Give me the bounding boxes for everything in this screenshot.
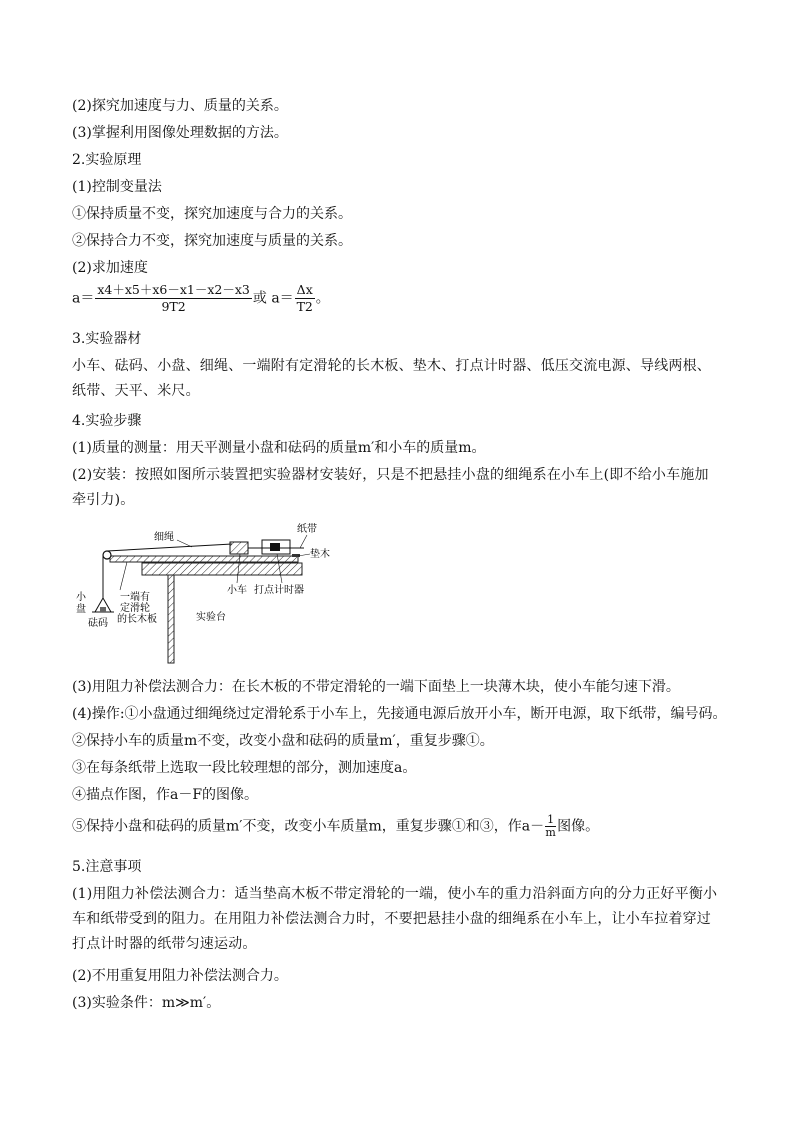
step-2: (2)安装：按照如图所示装置把实验器材安装好，只是不把悬挂小盘的细绳系在小车上(即不给小车施加牵引力)。 <box>72 467 709 508</box>
note-3: (3)实验条件：m≫m′。 <box>72 995 221 1011</box>
inverse-mass-denominator: m <box>545 826 556 839</box>
label-weights: 砝码 <box>88 618 108 629</box>
formula-numerator-1: x4＋x5＋x6－x1－x2－x3 <box>97 282 250 297</box>
step-4e-end: 图像。 <box>557 818 600 835</box>
formula-fraction-1 <box>95 282 252 315</box>
formula-fraction-2 <box>295 282 315 315</box>
principle-1b: ②保持合力不变，探究加速度与质量的关系。 <box>72 233 352 249</box>
label-table: 实验台 <box>196 612 226 623</box>
label-pad: 垫木 <box>310 549 330 560</box>
equipment-text: 小车、砝码、小盘、细绳、一端附有定滑轮的长木板、垫木、打点计时器、低压交流电源、导线两根、纸带、天平、米尺。 <box>72 358 711 399</box>
formula-lhs: a＝ <box>72 290 95 307</box>
label-pan-1: 小 <box>76 592 86 603</box>
step-4e <box>72 814 599 839</box>
step-1: (1)质量的测量：用天平测量小盘和砝码的质量m′和小车的质量m。 <box>72 440 486 456</box>
principle-title: 2.实验原理 <box>72 152 142 168</box>
principle-1a: ①保持质量不变，探究加速度与合力的关系。 <box>72 206 352 222</box>
principle-2: (2)求加速度 <box>72 260 148 276</box>
step-3: (3)用阻力补偿法测合力：在长木板的不带定滑轮的一端下面垫上一块薄木块，使小车能匀速下滑。 <box>72 679 680 695</box>
long-board <box>110 556 298 562</box>
formula-numerator-2: Δx <box>296 282 313 297</box>
lab-bench-top <box>142 563 302 575</box>
step-4d: ④描点作图，作a－F的图像。 <box>72 787 259 803</box>
note-1: (1)用阻力补偿法测合力：适当垫高木板不带定滑轮的一端，使小车的重力沿斜面方向的分力正好平衡小车和纸带受到的阻力。在用阻力补偿法测合力时，不要把悬挂小盘的细绳系在小车上，让小车拉着穿过打点计时器的纸带匀速运动。 <box>72 886 718 952</box>
inverse-mass-fraction <box>545 814 556 839</box>
formula-end: 。 <box>315 290 330 307</box>
cart-icon <box>230 542 248 554</box>
rope-line <box>107 544 232 551</box>
label-board-1: 一端有 <box>120 592 150 603</box>
label-board-3: 的长木板 <box>117 614 157 625</box>
inverse-mass-numerator: 1 <box>547 813 555 826</box>
formula-denominator-2: T2 <box>296 299 313 314</box>
label-timer: 打点计时器 <box>254 585 304 596</box>
step-4b: ②保持小车的质量m不变，改变小盘和砝码的质量m′，重复步骤①。 <box>72 733 494 749</box>
label-tape: 纸带 <box>297 524 317 535</box>
obj-3: (3)掌握利用图像处理数据的方法。 <box>72 125 288 141</box>
principle-1: (1)控制变量法 <box>72 179 162 195</box>
step-4e-text: ⑤保持小盘和砝码的质量m′不变，改变小车质量m，重复步骤①和③，作a－ <box>72 818 545 835</box>
acceleration-formula <box>72 282 330 315</box>
step-4: (4)操作:①小盘通过细绳绕过定滑轮系于小车上，先接通电源后放开小车，断开电源，取下纸带，编号码。 <box>72 706 727 722</box>
label-rope: 细绳 <box>154 532 174 543</box>
pad-block <box>292 554 300 557</box>
steps-title: 4.实验步骤 <box>72 413 142 429</box>
formula-denominator-1: 9T2 <box>161 299 186 314</box>
obj-2: (2)探究加速度与力、质量的关系。 <box>72 98 288 114</box>
label-pan-2: 盘 <box>76 604 86 615</box>
step-4c: ③在每条纸带上选取一段比较理想的部分，测加速度a。 <box>72 760 417 776</box>
notes-title: 5.注意事项 <box>72 859 142 875</box>
timer-core-icon <box>270 543 280 551</box>
label-board-2: 定滑轮 <box>120 603 150 614</box>
apparatus-figure <box>72 520 342 670</box>
formula-mid: 或 a＝ <box>252 290 294 307</box>
label-cart: 小车 <box>227 585 247 596</box>
note-2: (2)不用重复用阻力补偿法测合力。 <box>72 968 288 984</box>
weights-icon <box>100 607 106 612</box>
equipment-title: 3.实验器材 <box>72 331 142 347</box>
lab-bench-leg <box>168 575 174 663</box>
pulley-icon <box>103 551 111 559</box>
